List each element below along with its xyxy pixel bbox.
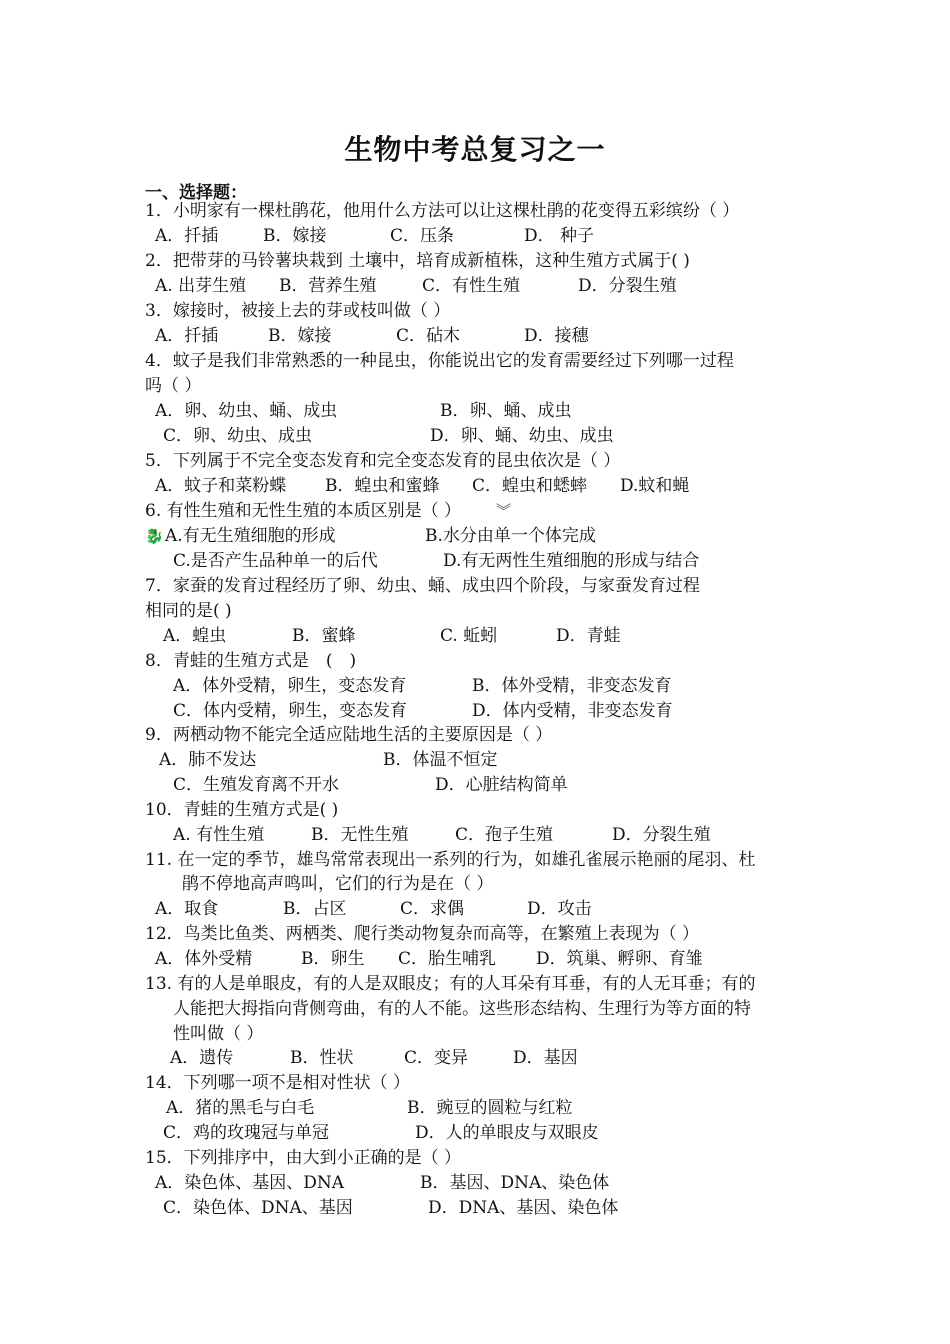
question-6-option-a: A.有无生殖细胞的形成: [165, 526, 336, 546]
question-4-option-b: B．卵、蛹、成虫: [440, 401, 572, 421]
question-3-option-c: C．砧木: [396, 326, 461, 346]
question-8-option-c: C．体内受精，卵生，变态发育: [173, 701, 408, 721]
question-10-stem: 10．青蛙的生殖方式是( ): [145, 800, 339, 820]
question-7-option-d: D．青蛙: [556, 626, 621, 646]
question-13-stem: 13. 有的人是单眼皮，有的人是双眼皮；有的人耳朵有耳垂，有的人无耳垂；有的: [145, 974, 756, 994]
question-11-option-d: D．攻击: [527, 899, 592, 919]
page-title: 生物中考总复习之一: [344, 133, 606, 166]
question-15-option-d: D．DNA、基因、染色体: [428, 1198, 619, 1218]
question-15-option-c: C．染色体、DNA、基因: [163, 1198, 353, 1218]
question-7-option-c: C. 蚯蚓: [440, 626, 498, 646]
question-14-option-b: B．豌豆的圆粒与红粒: [407, 1098, 573, 1118]
question-5-option-a: A．蚊子和菜粉蝶: [155, 476, 287, 496]
question-5-option-c: C．蝗虫和蟋蟀: [472, 476, 588, 496]
double-chevron-down-icon: ︾: [496, 502, 512, 520]
question-10-option-a: A. 有性生殖: [173, 825, 265, 845]
question-13-stem-cont2: 性叫做（ ）: [173, 1024, 264, 1044]
question-7-stem: 7．家蚕的发育过程经历了卵、幼虫、蛹、成虫四个阶段，与家蚕发育过程: [145, 576, 700, 596]
section-heading: 一、选择题：: [145, 183, 247, 203]
question-4-option-c: C．卵、幼虫、成虫: [163, 426, 313, 446]
question-4-option-d: D．卵、蛹、幼虫、成虫: [430, 426, 614, 446]
question-5-option-d: D.蚊和蝇: [620, 476, 690, 496]
question-7-option-a: A．蝗虫: [163, 626, 227, 646]
question-7-option-b: B．蜜蜂: [292, 626, 356, 646]
question-6-option-c: C.是否产生品种单一的后代: [173, 551, 378, 571]
question-9-option-a: A．肺不发达: [159, 750, 257, 770]
question-12-option-a: A．体外受精: [155, 949, 253, 969]
question-10-option-b: B．无性生殖: [311, 825, 409, 845]
question-4-stem-cont: 吗（ ）: [145, 376, 202, 396]
question-1-option-c: C．压条: [390, 226, 455, 246]
question-6-stem: 6. 有性生殖和无性生殖的本质区别是（ ）: [145, 501, 462, 521]
question-5-option-b: B．蝗虫和蜜蜂: [325, 476, 440, 496]
question-2-option-c: C．有性生殖: [422, 276, 521, 296]
question-8-option-a: A．体外受精，卵生，变态发育: [173, 676, 407, 696]
question-14-option-a: A．猪的黑毛与白毛: [166, 1098, 315, 1118]
question-11-stem: 11. 在一定的季节，雄鸟常常表现出一系列的行为，如雄孔雀展示艳丽的尾羽、杜: [145, 850, 756, 870]
question-3-option-a: A．扦插: [155, 326, 219, 346]
question-2-option-a: A. 出芽生殖: [155, 276, 247, 296]
question-13-option-c: C．变异: [404, 1048, 469, 1068]
question-12-option-b: B．卵生: [301, 949, 365, 969]
question-7-stem-cont: 相同的是( ): [145, 601, 232, 621]
question-1-option-d: D． 种子: [524, 226, 595, 246]
question-13-option-d: D．基因: [513, 1048, 578, 1068]
question-5-stem: 5．下列属于不完全变态发育和完全变态发育的昆虫依次是（ ）: [145, 451, 621, 471]
question-3-option-d: D．接穗: [524, 326, 589, 346]
question-8-option-d: D．体内受精，非变态发育: [472, 701, 673, 721]
question-1-option-a: A．扦插: [155, 226, 219, 246]
question-13-option-a: A．遗传: [170, 1048, 234, 1068]
question-15-option-a: A．染色体、基因、DNA: [155, 1173, 345, 1193]
question-10-option-c: C．孢子生殖: [455, 825, 554, 845]
question-1-stem: 1．小明家有一棵杜鹃花，他用什么方法可以让这棵杜鹃的花变得五彩缤纷（ ）: [145, 201, 740, 221]
question-13-stem-cont: 人能把大拇指向背侧弯曲，有的人不能。这些形态结构、生理行为等方面的特: [173, 999, 751, 1019]
question-9-option-c: C．生殖发育离不开水: [173, 775, 340, 795]
question-11-option-a: A．取食: [155, 899, 219, 919]
question-3-stem: 3．嫁接时，被接上去的芽或枝叫做（ ）: [145, 301, 451, 321]
question-8-stem: 8．青蛙的生殖方式是 ( ): [145, 651, 357, 671]
question-11-option-c: C．求偶: [400, 899, 465, 919]
question-2-option-b: B．营养生殖: [279, 276, 377, 296]
question-12-option-d: D．筑巢、孵卵、育雏: [536, 949, 703, 969]
question-1-option-b: B．嫁接: [263, 226, 327, 246]
question-12-stem: 12．鸟类比鱼类、两栖类、爬行类动物复杂而高等，在繁殖上表现为（ ）: [145, 924, 700, 944]
dragon-glyph-icon: 🐉: [145, 527, 164, 545]
question-4-stem: 4．蚊子是我们非常熟悉的一种昆虫，你能说出它的发育需要经过下列哪一过程: [145, 351, 734, 371]
question-9-stem: 9．两栖动物不能完全适应陆地生活的主要原因是（ ）: [145, 725, 553, 745]
question-11-option-b: B．占区: [283, 899, 347, 919]
question-6-option-d: D.有无两性生殖细胞的形成与结合: [443, 551, 700, 571]
question-15-option-b: B．基因、DNA、染色体: [420, 1173, 610, 1193]
question-8-option-b: B．体外受精，非变态发育: [472, 676, 672, 696]
question-2-stem: 2．把带芽的马铃薯块栽到 土壤中，培育成新植株，这种生殖方式属于( ): [145, 251, 690, 271]
question-15-stem: 15．下列排序中，由大到小正确的是（ ）: [145, 1148, 462, 1168]
question-11-stem-cont: 鹃不停地高声鸣叫，它们的行为是在（ ）: [182, 874, 494, 894]
question-6-option-b: B.水分由单一个体完成: [425, 526, 596, 546]
question-13-option-b: B．性状: [290, 1048, 354, 1068]
question-4-option-a: A．卵、幼虫、蛹、成虫: [155, 401, 338, 421]
question-14-option-c: C．鸡的玫瑰冠与单冠: [163, 1123, 330, 1143]
question-14-option-d: D．人的单眼皮与双眼皮: [415, 1123, 599, 1143]
question-3-option-b: B．嫁接: [268, 326, 332, 346]
question-9-option-d: D．心脏结构简单: [435, 775, 568, 795]
question-2-option-d: D．分裂生殖: [578, 276, 677, 296]
question-12-option-c: C．胎生哺乳: [398, 949, 497, 969]
question-10-option-d: D．分裂生殖: [612, 825, 711, 845]
question-14-stem: 14．下列哪一项不是相对性状（ ）: [145, 1073, 411, 1093]
question-9-option-b: B．体温不恒定: [383, 750, 498, 770]
